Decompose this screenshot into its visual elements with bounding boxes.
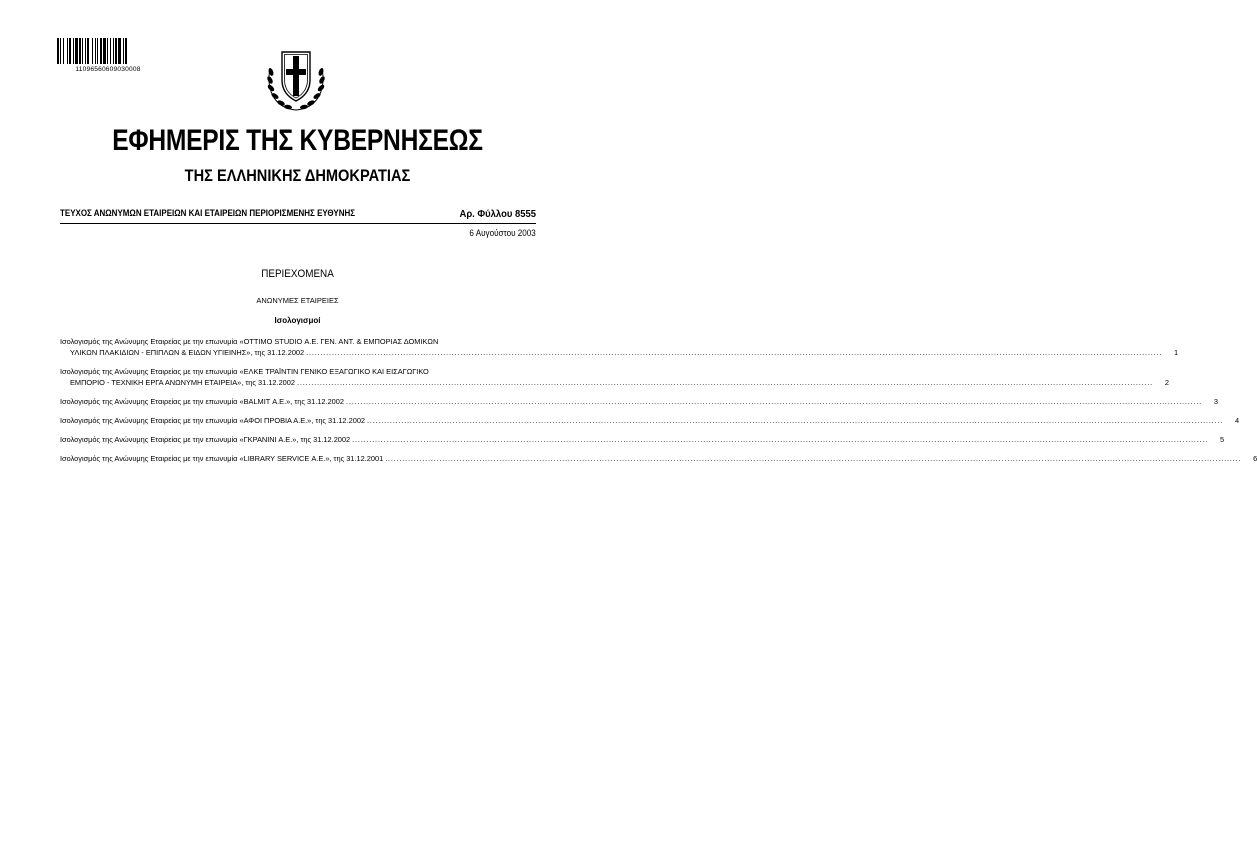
subsection-heading: Ισολογισμοί [274, 316, 321, 325]
issue-sheet-number: Αρ. Φύλλου 8555 [459, 208, 536, 220]
barcode [57, 38, 159, 64]
header-divider [60, 223, 536, 224]
toc-entry-text: Ισολογισμός της Ανώνυμης Εταιρείας με την επωνυμία «ΓΚΡΑΝΙΝΙ Α.Ε.», της 31.12.2002 [60, 435, 351, 444]
gazette-title: ΕΦΗΜΕΡΙΣ ΤΗΣ ΚΥΒΕΡΝΗΣΕΩΣ [112, 124, 483, 157]
toc-entry-text: Ισολογισμός της Ανώνυμης Εταιρείας με την επωνυμία «BALMIT Α.Ε.», της 31.12.2002 [60, 397, 345, 406]
toc-entry[interactable] [60, 336, 1179, 358]
leader-dots: ............................................................................................................................................................................................................................................................................................................ [297, 378, 1154, 387]
toc-entry[interactable] [60, 415, 1240, 426]
gazette-subtitle: ΤΗΣ ΕΛΛΗΝΙΚΗΣ ΔΗΜΟΚΡΑΤΙΑΣ [184, 166, 411, 185]
section-heading: ΑΝΩΝΥΜΕΣ ΕΤΑΙΡΕΙΕΣ [256, 296, 339, 305]
toc-page-number: 1 [1174, 348, 1179, 357]
toc-entry-text: Ισολογισμός της Ανώνυμης Εταιρείας με την επωνυμία «LIBRARY SERVICE Α.Ε.», της 31.12.2001 [60, 454, 384, 463]
toc-entry[interactable] [60, 366, 1170, 388]
toc-page-number: 2 [1164, 378, 1170, 387]
toc-entry[interactable] [60, 434, 1225, 445]
toc-page-number: 4 [1234, 416, 1240, 425]
toc-page-number: 3 [1213, 397, 1219, 406]
toc-page-number: 5 [1220, 435, 1225, 444]
leader-dots: ............................................................................................................................................................................................................................................................................................................ [367, 416, 1224, 425]
toc-entry[interactable] [60, 453, 1257, 464]
issue-date: 6 Αυγούστου 2003 [469, 228, 536, 238]
toc-entry-text: Ισολογισμός της Ανώνυμης Εταιρείας με την επωνυμία «ΑΦΟΙ ΠΡΟΒΙΑ Α.Ε.», της 31.12.2002 [60, 416, 366, 425]
leader-dots: ............................................................................................................................................................................................................................................................................................................ [385, 454, 1242, 463]
greek-coat-of-arms-emblem [262, 42, 330, 114]
toc-entry-text-cont: ΥΛΙΚΩΝ ΠΛΑΚΙΔΙΩΝ - ΕΠΙΠΛΩΝ & ΕΙΔΩΝ ΥΓΙΕΙΝΗΣ», της 31.12.2002 [70, 348, 305, 357]
issue-row [60, 208, 536, 220]
table-of-contents [60, 336, 1257, 472]
toc-entry-text: Ισολογισμός της Ανώνυμης Εταιρείας με την επωνυμία «ΟΤΤΙΜΟ STUDIO Α.Ε. ΓΕΝ. ΑΝΤ. & ΕΜΠΟΡΙΑΣ ΔΟΜΙΚΩΝ [60, 337, 439, 346]
leader-dots: ............................................................................................................................................................................................................................................................................................................ [352, 435, 1209, 444]
toc-entry-text: Ισολογισμός της Ανώνυμης Εταιρείας με την επωνυμία «ΕΛΚΕ ΤΡΑΪΝΤΙΝ ΓΕΝΙΚΟ ΕΞΑΓΩΓΙΚΟ ΚΑΙ ΕΙΣΑΓΩΓΙΚΟ [60, 367, 429, 376]
contents-heading: ΠΕΡΙΕΧΟΜΕΝΑ [261, 268, 334, 280]
barcode-number: 11096560609030008 [75, 66, 141, 73]
toc-entry[interactable] [60, 396, 1219, 407]
leader-dots: ............................................................................................................................................................................................................................................................................................................ [306, 348, 1163, 357]
toc-entry-text-cont: ΕΜΠΟΡΙΟ - ΤΕΧΝΙΚΗ ΕΡΓΑ ΑΝΩΝΥΜΗ ΕΤΑΙΡΕΙΑ», της 31.12.2002 [70, 378, 296, 387]
issue-series: ΤΕΥΧΟΣ ΑΝΩΝΥΜΩΝ ΕΤΑΙΡΕΙΩΝ ΚΑΙ ΕΤΑΙΡΕΙΩΝ ΠΕΡΙΟΡΙΣΜΕΝΗΣ ΕΥΘΥΝΗΣ [60, 208, 356, 219]
leader-dots: ............................................................................................................................................................................................................................................................................................................ [346, 397, 1203, 406]
toc-page-number: 6 [1253, 454, 1257, 463]
